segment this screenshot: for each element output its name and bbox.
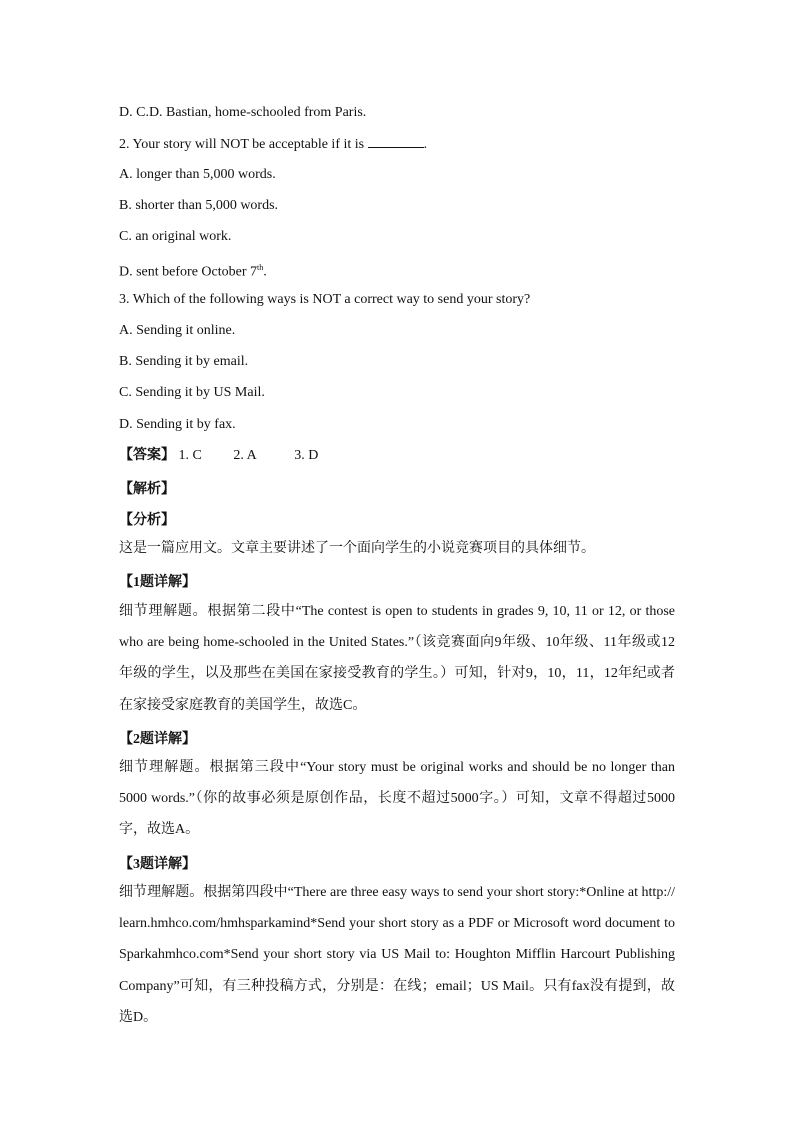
option-q2-d	[119, 259, 267, 282]
question-3-stem: 3. Which of the following ways is NOT a correct way to send your story?	[119, 292, 531, 307]
answer-3: 3. D	[294, 448, 319, 463]
answer-line	[119, 447, 318, 465]
answer-2: 2. A	[233, 448, 257, 463]
q2-stem-end: .	[423, 137, 428, 152]
option-q3-c: C. Sending it by US Mail.	[119, 385, 265, 400]
answer-blank	[368, 135, 424, 148]
summary-text: 这是一篇应用文。文章主要讲述了一个面向学生的小说竞赛项目的具体细节。	[119, 541, 595, 556]
q2-d-superscript: th	[257, 263, 264, 272]
question-2-stem	[119, 135, 427, 154]
detail-1-paragraph: 细节理解题。根据第二段中“The contest is open to students in grades 9, 10, 11 or 12, or those who are being home-schooled in the United States.”（该竞赛面向9年级、10年级、11年级或12年级的学生，以及那些在美国在家接受教育的学生。）可知，针对9，10，11，12年纪或者在家接受家庭教育的美国学生，故选C。	[119, 604, 675, 713]
q2-d-end: .	[263, 264, 267, 280]
option-q2-b: B. shorter than 5,000 words.	[119, 198, 279, 213]
q2-stem-text: 2. Your story will NOT be acceptable if it is	[119, 137, 365, 152]
detail-1-heading: 【1题详解】	[119, 575, 196, 590]
option-q2-a: A. longer than 5,000 words.	[119, 167, 276, 182]
option-q3-d: D. Sending it by fax.	[119, 417, 236, 432]
option-q1-d: D. C.D. Bastian, home-schooled from Paris.	[119, 105, 367, 120]
detail-3-paragraph: 细节理解题。根据第四段中“There are three easy ways to send your short story:*Online at http:// learn.hmhco.com/hmhsparkamind*Send your short story as a PDF or Microsoft word document to Sparkahmhco.com*Send your short story via US Mail to: Houghton Mifflin Harcourt Publishing Company”可知，有三种投稿方式，分别是：在线；email；US Mail。只有fax没有提到，故选D。	[119, 885, 675, 1025]
detail-2-text	[119, 752, 675, 846]
option-q3-a: A. Sending it online.	[119, 323, 236, 338]
option-q2-c: C. an original work.	[119, 229, 232, 244]
fenxi-heading: 【分析】	[119, 513, 175, 528]
detail-1-text	[119, 596, 675, 721]
option-q3-b: B. Sending it by email.	[119, 354, 249, 369]
answer-label: 【答案】	[119, 448, 175, 463]
q2-d-text: D. sent before October 7	[119, 264, 258, 280]
detail-3-text	[119, 877, 675, 1033]
detail-2-heading: 【2题详解】	[119, 732, 196, 747]
detail-2-paragraph: 细节理解题。根据第三段中“Your story must be original works and should be no longer than 5000 words.”（你的故事必须是原创作品，长度不超过5000字。）可知，文章不得超过5000字，故选A。	[119, 760, 675, 838]
jiexi-heading: 【解析】	[119, 482, 175, 497]
detail-3-heading: 【3题详解】	[119, 857, 196, 872]
answer-1: 1. C	[178, 448, 202, 463]
